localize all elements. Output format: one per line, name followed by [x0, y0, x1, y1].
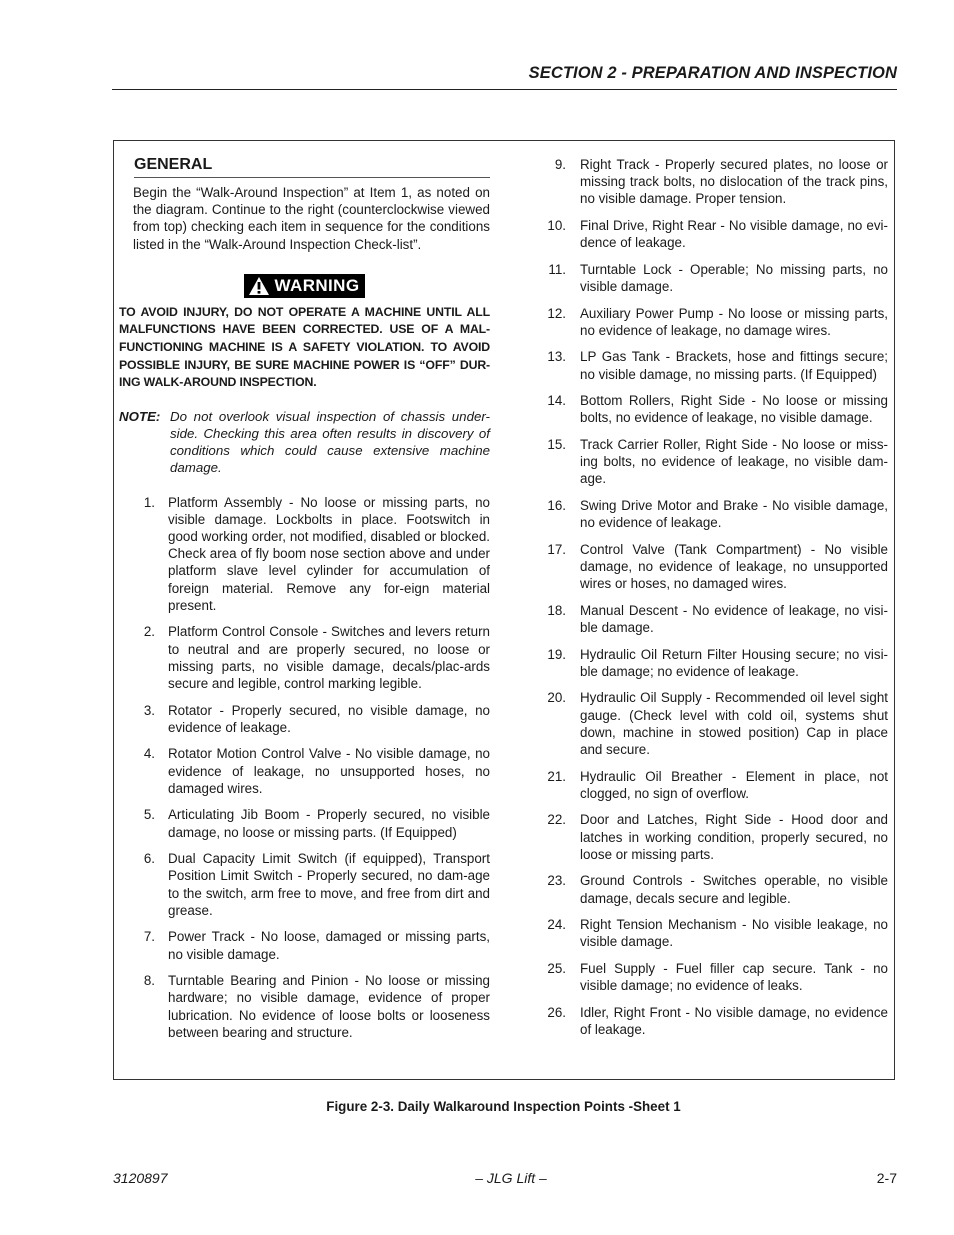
item-text: Track Carrier Roller, Right Side - No loose or miss-ing bolts, no evidence of leakage, no visible dam-age.	[580, 436, 888, 487]
checklist-item	[529, 916, 888, 950]
item-number: 13.	[547, 349, 566, 365]
item-number: 19.	[547, 646, 566, 662]
checklist-item	[529, 602, 888, 636]
item-number: 2.	[143, 624, 155, 640]
figure-caption: Figure 2-3. Daily Walkaround Inspection Points -Sheet 1	[326, 1099, 681, 1114]
checklist-item	[529, 497, 888, 531]
item-number: 26.	[547, 1004, 566, 1020]
item-text: Articulating Jib Boom - Properly secured, no visible damage, no loose or missing parts. (If Equipped)	[168, 807, 490, 840]
item-number: 5.	[143, 807, 155, 823]
item-text: Platform Control Console - Switches and levers return to neutral and are properly secured, no loose or missing parts, no visible damage, decals/plac-ards secure and legible, control marking legible.	[168, 624, 490, 692]
checklist-item	[119, 850, 490, 919]
item-text: Hydraulic Oil Return Filter Housing secure; no visi-ble damage; no evidence of leakage.	[580, 646, 888, 679]
checklist-item	[119, 745, 490, 797]
item-number: 18.	[547, 602, 566, 618]
item-number: 24.	[547, 917, 566, 933]
checklist-item	[529, 960, 888, 994]
item-text: Bottom Rollers, Right Side - No loose or missing bolts, no evidence of leakage, no visible damage.	[580, 393, 888, 426]
item-text: Manual Descent - No evidence of leakage, no visi-ble damage.	[580, 602, 888, 635]
item-text: Rotator - Properly secured, no visible damage, no evidence of leakage.	[168, 702, 490, 735]
item-number: 17.	[547, 541, 566, 557]
item-number: 12.	[547, 305, 566, 321]
warning-label-text: WARNING	[274, 275, 360, 295]
item-number: 25.	[547, 960, 566, 976]
item-number: 6.	[143, 851, 155, 867]
item-number: 15.	[547, 436, 566, 452]
item-number: 23.	[547, 873, 566, 889]
checklist-item	[119, 806, 490, 840]
note-label: NOTE:	[119, 408, 161, 424]
item-text: LP Gas Tank - Brackets, hose and fittings secure; no visible damage, no missing parts. (If Equipped)	[580, 349, 888, 382]
checklist-item	[529, 1004, 888, 1038]
item-text: Hydraulic Oil Supply - Recommended oil level sight gauge. (Check level with cold oil, systems shut down, machine in stowed position) Cap in place and secure.	[580, 690, 888, 757]
item-text: Hydraulic Oil Breather - Element in place, not clogged, no sign of overflow.	[580, 768, 888, 801]
item-number: 1.	[143, 494, 155, 510]
checklist-item	[529, 348, 888, 382]
item-text: Swing Drive Motor and Brake - No visible damage, no evidence of leakage.	[580, 497, 888, 531]
footer-page-number: 2-7	[876, 1170, 897, 1186]
item-number: 3.	[143, 702, 155, 718]
checklist-item	[119, 702, 490, 736]
item-text: Final Drive, Right Rear - No visible damage, no evi-dence of leakage.	[580, 218, 888, 251]
item-text: Door and Latches, Right Side - Hood door and latches in working condition, properly secured, no loose or missing parts.	[580, 812, 888, 862]
header-rule	[112, 89, 897, 90]
checklist-item	[529, 305, 888, 339]
item-text: Turntable Bearing and Pinion - No loose or missing hardware; no visible damage, evidence of proper lubrication. No evidence of loose bolts or looseness between bearing and structure.	[168, 973, 490, 1040]
item-text: Dual Capacity Limit Switch (if equipped), Transport Position Limit Switch - Properly secured, no dam-age to the switch, arm free to move, and free from dirt and grease.	[168, 851, 490, 918]
warning-triangle-icon	[248, 276, 270, 296]
checklist-item	[529, 811, 888, 863]
checklist-item	[529, 436, 888, 488]
item-number: 14.	[547, 393, 566, 409]
item-text: Platform Assembly - No loose or missing parts, no visible damage. Lockbolts in place. Footswitch in good working order, not modified, disabled or blocked. Check area of fly boom nose section above and under platform slave level cylinder for accumulation of foreign material. Remove any for-eign material present.	[168, 494, 490, 613]
checklist-item	[119, 972, 490, 1041]
item-number: 16.	[547, 497, 566, 513]
item-number: 8.	[143, 973, 155, 989]
checklist-item	[529, 217, 888, 251]
footer-doc-number: 3120897	[113, 1170, 168, 1186]
checklist-item	[529, 646, 888, 680]
warning-text: TO AVOID INJURY, DO NOT OPERATE A MACHINE UNTIL ALL MALFUNCTIONS HAVE BEEN CORRECTED. USE OF A MAL-FUNCTIONING MACHINE IS A SAFETY VIOLATION. TO AVOID POSSIBLE INJURY, BE SURE MACHINE POWER IS “OFF” DUR-ING WALK-AROUND INSPECTION.	[119, 304, 490, 390]
checklist-item	[119, 928, 490, 962]
warning-label	[244, 274, 366, 298]
item-text: Turntable Lock - Operable; No missing parts, no visible damage.	[580, 261, 888, 294]
footer-center-text: – JLG Lift –	[475, 1170, 547, 1186]
note-text: Do not overlook visual inspection of chassis under-side. Checking this area often results in discovery of conditions which could cause extensive machine damage.	[170, 408, 490, 476]
item-number: 21.	[547, 768, 566, 784]
item-number: 9.	[554, 157, 566, 172]
general-heading: GENERAL	[134, 156, 490, 178]
checklist-item	[529, 261, 888, 295]
item-text: Right Track - Properly secured plates, no loose or missing track bolts, no dislocation of the track pins, no visible damage. Proper tension.	[580, 157, 888, 207]
checklist-item	[529, 768, 888, 802]
item-text: Idler, Right Front - No visible damage, no evidence of leakage.	[580, 1004, 888, 1037]
item-text: Power Track - No loose, damaged or missing parts, no visible damage.	[168, 929, 490, 962]
checklist-right	[529, 156, 888, 1038]
note-block	[119, 408, 490, 477]
item-number: 11.	[548, 261, 566, 277]
item-number: 7.	[143, 929, 155, 945]
item-text: Fuel Supply - Fuel filler cap secure. Tank - no visible damage; no evidence of leaks.	[580, 960, 888, 994]
item-number: 22.	[547, 812, 566, 828]
item-text: Ground Controls - Switches operable, no visible damage, decals secure and legible.	[580, 873, 888, 906]
warning-block	[119, 274, 490, 301]
intro-paragraph: Begin the “Walk-Around Inspection” at Item 1, as noted on the diagram. Continue to the right (counterclockwise viewed from top) checking each item in sequence for the conditions listed in the “Walk-Around Inspection Check-list”.	[133, 185, 490, 252]
section-header: SECTION 2 - PREPARATION AND INSPECTION	[528, 64, 897, 82]
item-text: Right Tension Mechanism - No visible leakage, no visible damage.	[580, 917, 888, 950]
checklist-item	[119, 623, 490, 692]
item-text: Auxiliary Power Pump - No loose or missing parts, no evidence of leakage, no damage wires.	[580, 305, 888, 338]
left-column	[119, 156, 490, 1050]
checklist-item	[119, 494, 490, 614]
checklist-item	[529, 392, 888, 426]
item-number: 10.	[547, 218, 566, 233]
item-text: Rotator Motion Control Valve - No visible damage, no evidence of leakage, no unsupported hoses, no damaged wires.	[168, 746, 490, 796]
item-number: 4.	[143, 746, 155, 762]
checklist-item	[529, 156, 888, 208]
checklist-item	[529, 541, 888, 593]
checklist-item	[529, 872, 888, 906]
checklist-item	[529, 689, 888, 758]
right-column	[529, 156, 888, 1048]
item-number: 20.	[547, 690, 566, 706]
item-text: Control Valve (Tank Compartment) - No visible damage, no evidence of leakage, no unsupported wires or hoses, no damaged wires.	[580, 541, 888, 592]
checklist-left	[119, 494, 490, 1041]
